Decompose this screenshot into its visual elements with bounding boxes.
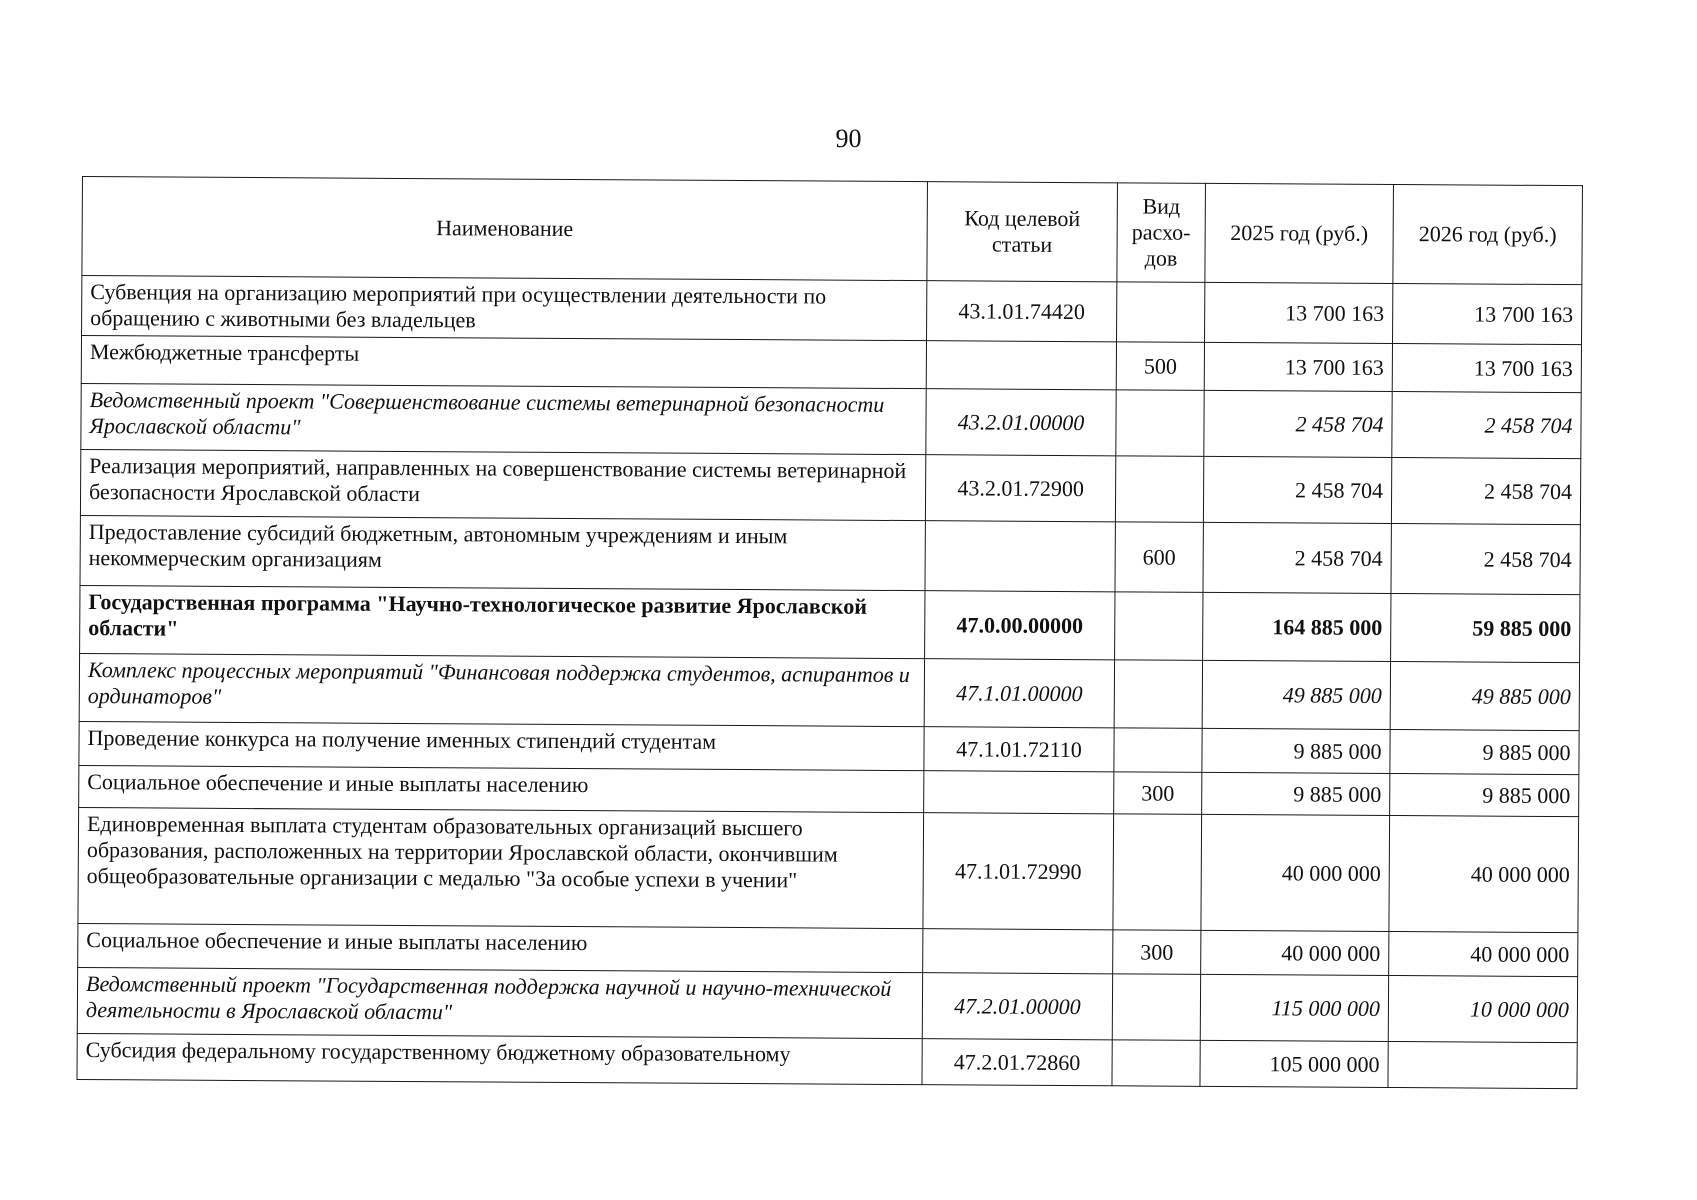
row-kind-cell: 500 — [1116, 342, 1204, 391]
row-name-cell: Проведение конкурса на получение именных стипендий студентам — [79, 721, 924, 770]
row-2025-cell: 13 700 163 — [1204, 342, 1392, 391]
header-name: Наименование — [82, 177, 928, 281]
row-2026-cell: 10 000 000 — [1388, 975, 1577, 1042]
table-header-row — [82, 177, 1583, 285]
table-row — [77, 1033, 1577, 1088]
row-name-cell: Социальное обеспечение и иные выплаты населению — [78, 923, 923, 972]
row-kind-cell — [1115, 592, 1203, 661]
row-2025-cell: 2 458 704 — [1203, 456, 1391, 523]
row-kind-cell — [1112, 1040, 1200, 1087]
row-2025-cell: 2 458 704 — [1203, 522, 1391, 593]
row-2025-cell: 2 458 704 — [1204, 390, 1392, 457]
row-code-cell — [924, 771, 1114, 814]
row-kind-cell — [1117, 282, 1205, 343]
row-2025-cell: 9 885 000 — [1202, 772, 1390, 815]
row-name-cell: Межбюджетные трансферты — [81, 336, 926, 389]
row-2026-cell: 59 885 000 — [1391, 594, 1580, 663]
row-2025-cell: 40 000 000 — [1201, 930, 1389, 975]
row-2026-cell: 2 458 704 — [1391, 458, 1580, 525]
header-2025: 2025 год (руб.) — [1205, 183, 1394, 283]
row-name-cell: Государственная программа "Научно-технологическое развитие Ярославской области" — [80, 585, 925, 658]
row-2025-cell: 40 000 000 — [1201, 814, 1390, 931]
header-2026: 2026 год (руб.) — [1393, 185, 1583, 285]
row-2025-cell: 115 000 000 — [1200, 974, 1388, 1041]
row-name-cell: Единовременная выплата студентам образовательных организаций высшего образования, расположенных на территории Ярославской области, окончившим общеобразовательные организации с медалью "За особые успехи в учении" — [78, 807, 924, 928]
page-number: 90 — [835, 124, 862, 153]
table-row — [80, 585, 1580, 662]
row-2026-cell: 13 700 163 — [1392, 344, 1581, 393]
table-row — [82, 276, 1582, 345]
row-kind-cell — [1113, 814, 1202, 931]
row-kind-cell — [1115, 456, 1203, 523]
row-code-cell: 47.2.01.72860 — [922, 1039, 1112, 1086]
row-kind-cell — [1114, 660, 1202, 729]
row-2025-cell: 164 885 000 — [1203, 592, 1391, 661]
row-code-cell: 47.1.01.72990 — [923, 813, 1114, 930]
row-code-cell — [925, 521, 1115, 592]
table-body — [77, 276, 1582, 1089]
row-kind-cell: 300 — [1113, 930, 1201, 975]
row-name-cell: Ведомственный проект "Государственная поддержка научной и научно-технической деятельности в Ярославской области" — [77, 967, 922, 1038]
row-name-cell: Субвенция на организацию мероприятий при осуществлении деятельности по обращению с животными без владельцев — [82, 276, 927, 341]
table-row — [77, 967, 1577, 1042]
row-2026-cell — [1388, 1041, 1577, 1088]
row-2026-cell: 40 000 000 — [1389, 931, 1578, 976]
row-kind-cell — [1114, 728, 1202, 773]
table-row — [79, 653, 1579, 730]
table-row — [78, 807, 1579, 932]
row-2025-cell: 13 700 163 — [1205, 282, 1393, 343]
budget-table — [76, 176, 1582, 1089]
row-kind-cell: 300 — [1114, 772, 1202, 815]
row-2026-cell: 13 700 163 — [1393, 284, 1582, 345]
row-code-cell: 47.0.00.00000 — [925, 591, 1115, 660]
row-name-cell: Субсидия федеральному государственному бюджетному образовательному — [77, 1033, 922, 1084]
row-name-cell: Ведомственный проект "Совершенствование системы ветеринарной безопасности Ярославской области" — [81, 383, 926, 454]
header-kind: Вид расхо-дов — [1117, 183, 1206, 283]
row-kind-cell: 600 — [1115, 522, 1203, 593]
row-code-cell: 47.2.01.00000 — [922, 973, 1112, 1040]
row-2026-cell: 9 885 000 — [1390, 774, 1579, 817]
table-row — [80, 515, 1580, 594]
row-code-cell: 43.1.01.74420 — [927, 281, 1117, 342]
row-2026-cell: 9 885 000 — [1390, 730, 1579, 775]
row-code-cell — [926, 341, 1116, 390]
row-code-cell: 43.2.01.00000 — [926, 389, 1116, 456]
row-name-cell: Социальное обеспечение и иные выплаты населению — [79, 765, 924, 812]
row-code-cell: 47.1.01.00000 — [924, 659, 1114, 728]
row-code-cell — [923, 929, 1113, 974]
row-2026-cell: 2 458 704 — [1392, 392, 1581, 459]
row-2026-cell: 2 458 704 — [1391, 524, 1580, 595]
header-code: Код целевой статьи — [927, 182, 1118, 282]
row-2025-cell: 49 885 000 — [1202, 660, 1390, 729]
row-code-cell: 43.2.01.72900 — [925, 455, 1115, 522]
row-2025-cell: 9 885 000 — [1202, 728, 1390, 773]
row-name-cell: Реализация мероприятий, направленных на совершенствование системы ветеринарной безопасности Ярославской области — [80, 449, 925, 520]
table-row — [80, 449, 1580, 524]
row-2025-cell: 105 000 000 — [1200, 1040, 1388, 1087]
row-kind-cell — [1116, 390, 1204, 457]
row-name-cell: Комплекс процессных мероприятий "Финансовая поддержка студентов, аспирантов и ординаторов" — [79, 653, 924, 726]
row-name-cell: Предоставление субсидий бюджетным, автономным учреждениям и иным некоммерческим организациям — [80, 515, 925, 590]
row-kind-cell — [1112, 974, 1200, 1041]
row-2026-cell: 40 000 000 — [1389, 815, 1579, 932]
row-code-cell: 47.1.01.72110 — [924, 727, 1114, 772]
row-2026-cell: 49 885 000 — [1390, 662, 1579, 731]
table-row — [81, 383, 1581, 458]
